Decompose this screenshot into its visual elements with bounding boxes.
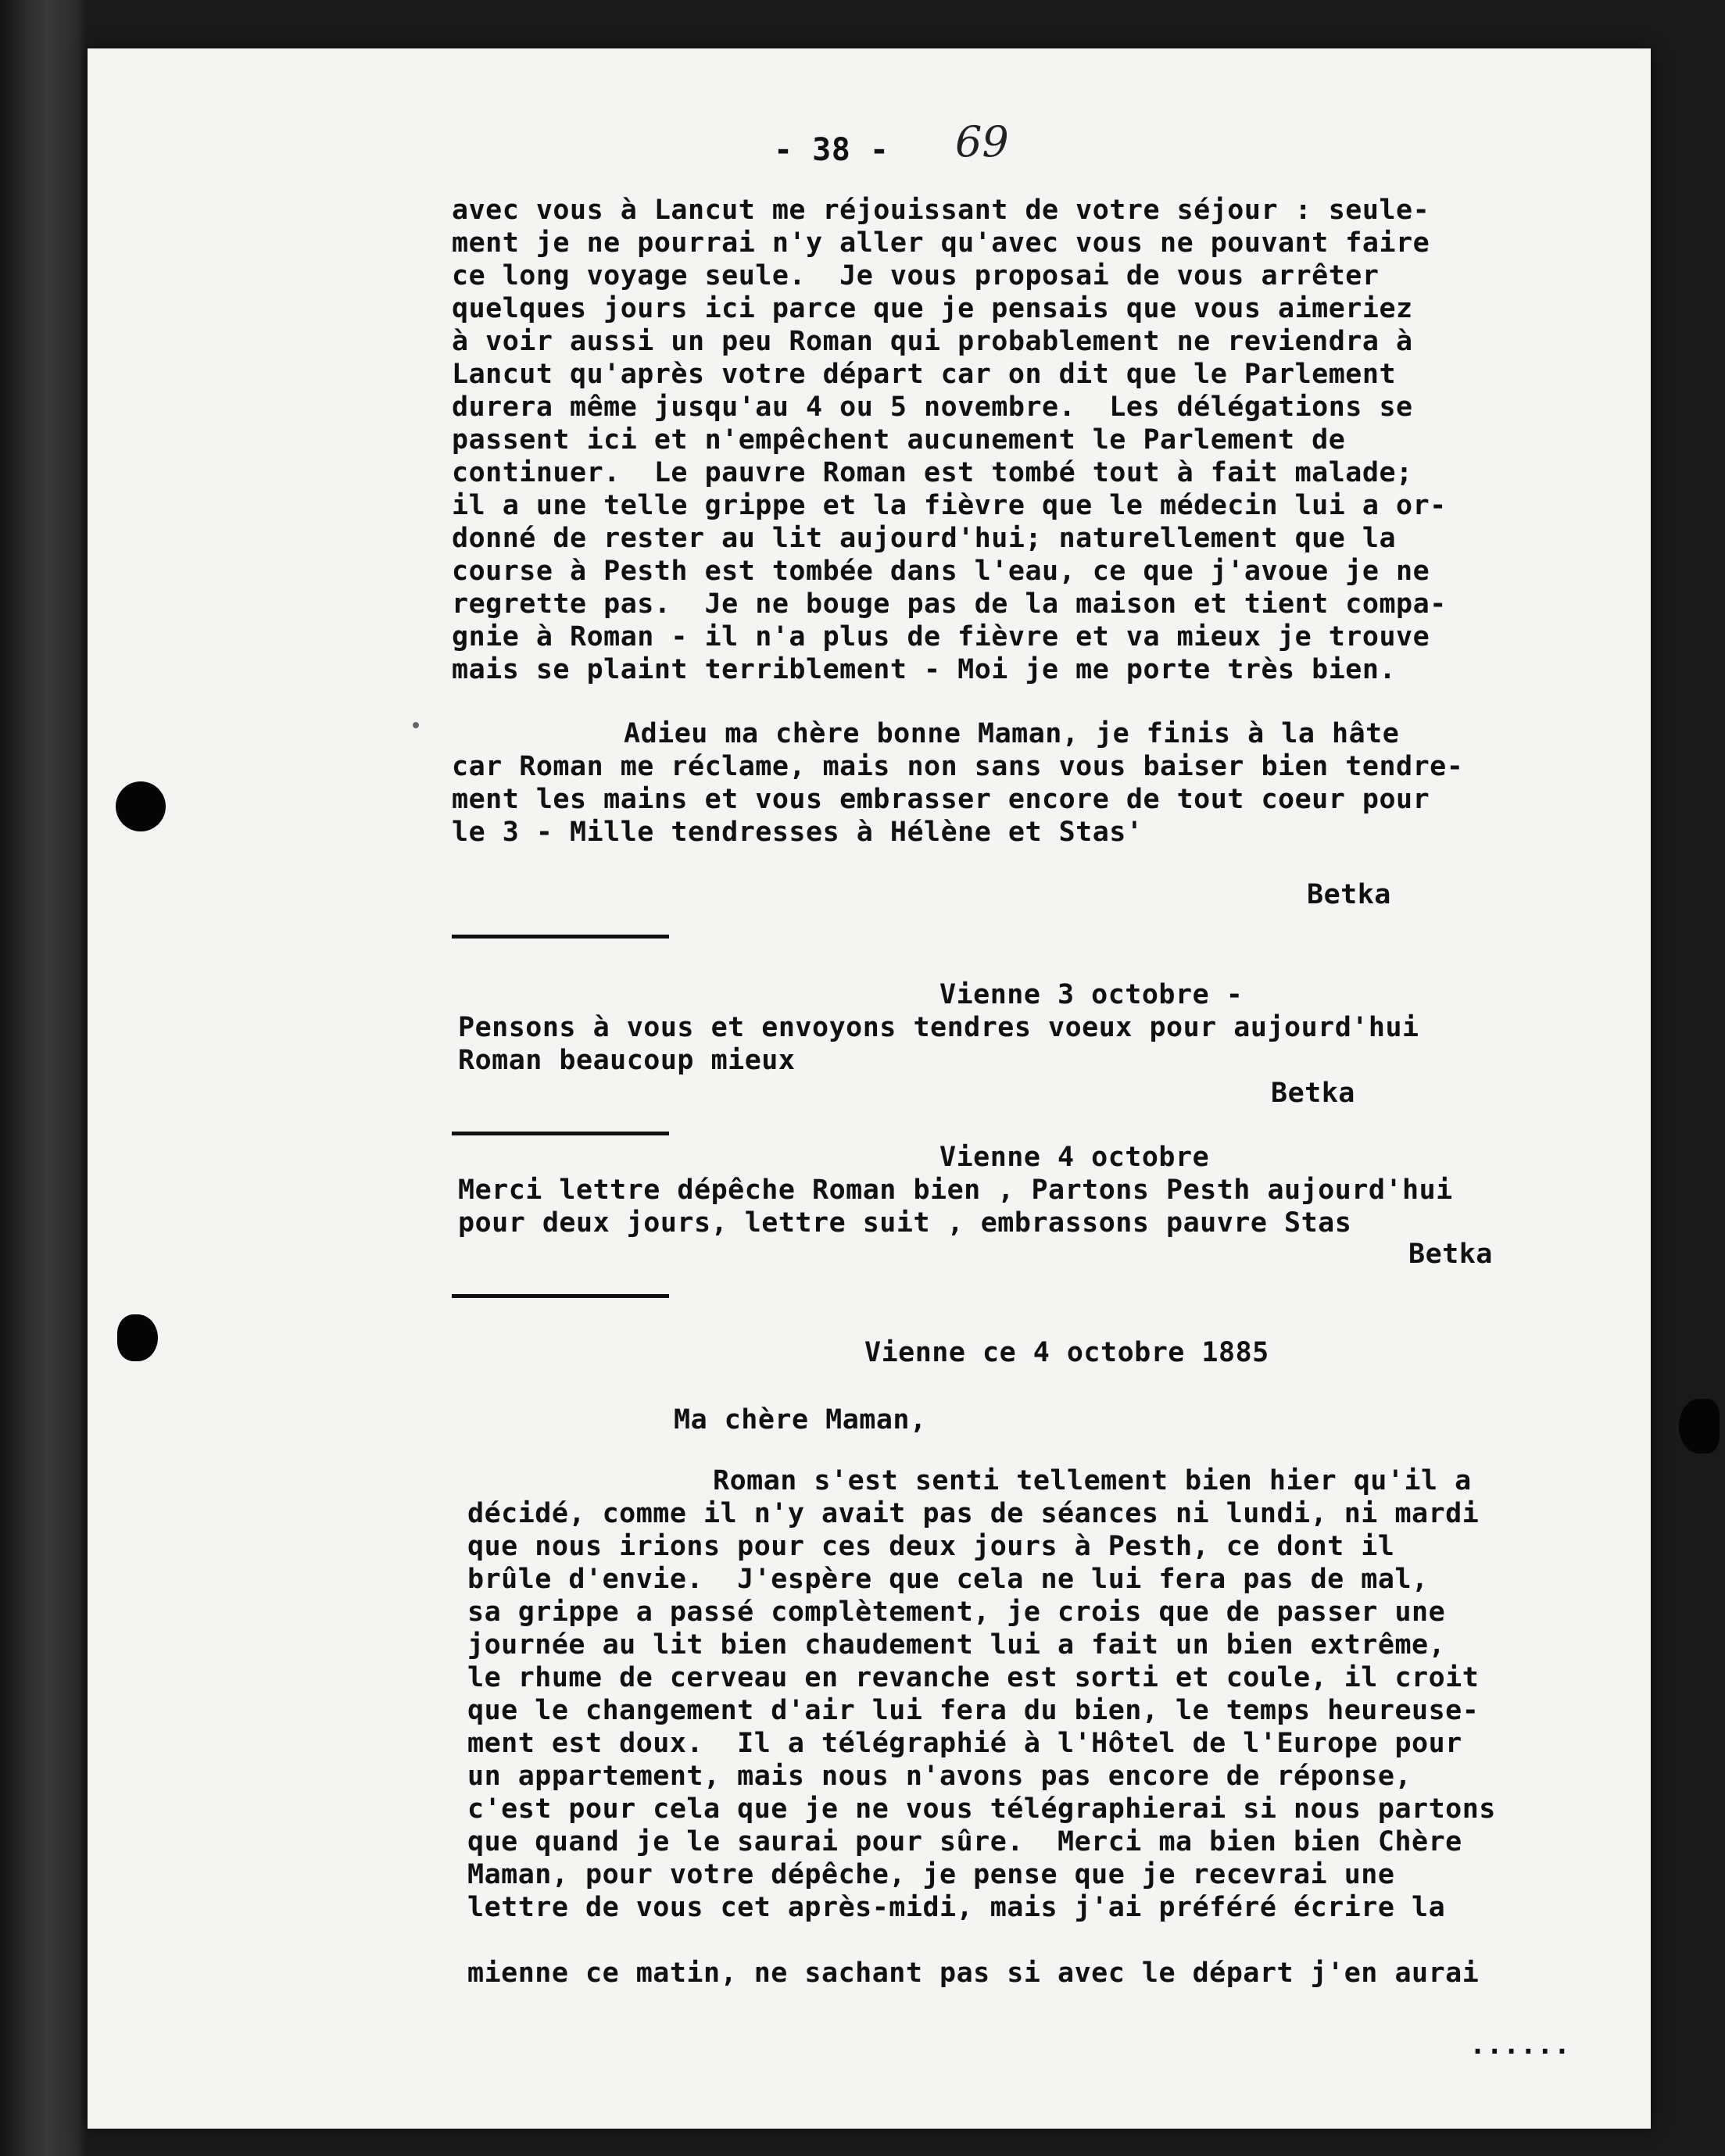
text-line: ment je ne pourrai n'y aller qu'avec vous ne pouvant faire (452, 227, 1430, 259)
text-line: c'est pour cela que je ne vous télégraphierai si nous partons (467, 1793, 1496, 1825)
text-line: mais se plaint terriblement - Moi je me porte très bien. (452, 654, 1397, 685)
text-line: course à Pesth est tombée dans l'eau, ce que j'avoue je ne (452, 556, 1430, 587)
text-line: Maman, pour votre dépêche, je pense que je recevrai une (467, 1859, 1395, 1890)
text-line: Lancut qu'après votre départ car on dit que le Parlement (452, 359, 1397, 390)
text-line: regrette pas. Je ne bouge pas de la maison et tient compa- (452, 588, 1447, 620)
text-line: sa grippe a passé complètement, je crois que de passer une (467, 1596, 1446, 1628)
text-line: journée au lit bien chaudement lui a fait un bien extrême, (467, 1629, 1446, 1661)
telegram-header: Vienne 4 octobre (939, 1142, 1210, 1173)
text-line: car Roman me réclame, mais non sans vous baiser bien tendre- (452, 751, 1464, 782)
text-line: Pensons à vous et envoyons tendres voeux pour aujourd'hui (458, 1012, 1419, 1043)
text-line: ment est doux. Il a télégraphié à l'Hôtel de l'Europe pour (467, 1728, 1462, 1759)
text-line: brûle d'envie. J'espère que cela ne lui fera pas de mal, (467, 1564, 1429, 1595)
text-line: décidé, comme il n'y avait pas de séances ni lundi, ni mardi (467, 1498, 1480, 1529)
text-line: ment les mains et vous embrasser encore de tout coeur pour (452, 784, 1430, 815)
text-line: mienne ce matin, ne sachant pas si avec le départ j'en aurai (467, 1958, 1480, 1989)
text-line: Roman beaucoup mieux (458, 1045, 796, 1076)
separator-rule (452, 1132, 669, 1135)
text-line: le 3 - Mille tendresses à Hélène et Stas' (452, 817, 1143, 848)
punch-hole (117, 1314, 158, 1361)
continuation-mark: ...... (1469, 2029, 1571, 2061)
text-line: Roman s'est senti tellement bien hier qu'il a (713, 1465, 1472, 1496)
ink-speck (413, 722, 419, 728)
separator-rule (452, 935, 669, 939)
dateline: Vienne ce 4 octobre 1885 (864, 1337, 1269, 1368)
text-line: continuer. Le pauvre Roman est tombé tout à fait malade; (452, 457, 1413, 488)
text-line: que le changement d'air lui fera du bien, le temps heureuse- (467, 1695, 1480, 1726)
punch-hole (116, 781, 166, 831)
telegram-header: Vienne 3 octobre - (939, 979, 1244, 1010)
signature: Betka (1408, 1239, 1493, 1270)
separator-rule (452, 1294, 669, 1298)
text-line: avec vous à Lancut me réjouissant de votre séjour : seule- (452, 195, 1430, 226)
text-line: ce long voyage seule. Je vous proposai de vous arrêter (452, 260, 1380, 291)
signature: Betka (1271, 1078, 1355, 1109)
text-line: Adieu ma chère bonne Maman, je finis à la hâte (624, 718, 1400, 749)
text-line: il a une telle grippe et la fièvre que le médecin lui a or- (452, 490, 1447, 521)
text-line: que quand je le saurai pour sûre. Merci ma bien bien Chère (467, 1826, 1462, 1857)
text-line: quelques jours ici parce que je pensais que vous aimeriez (452, 293, 1413, 324)
text-line: à voir aussi un peu Roman qui probablement ne reviendra à (452, 326, 1413, 357)
text-line: donné de rester au lit aujourd'hui; naturellement que la (452, 523, 1397, 554)
salutation: Ma chère Maman, (674, 1404, 927, 1436)
handwritten-page-number: 69 (955, 117, 1009, 166)
text-line: pour deux jours, lettre suit , embrassons pauvre Stas (458, 1207, 1352, 1239)
punch-hole (1679, 1399, 1720, 1453)
text-line: Merci lettre dépêche Roman bien , Partons Pesth aujourd'hui (458, 1175, 1453, 1206)
text-line: le rhume de cerveau en revanche est sorti et coule, il croit (467, 1662, 1480, 1693)
text-line: gnie à Roman - il n'a plus de fièvre et va mieux je trouve (452, 621, 1430, 653)
text-line: passent ici et n'empêchent aucunement le Parlement de (452, 424, 1346, 456)
text-line: durera même jusqu'au 4 ou 5 novembre. Les délégations se (452, 392, 1413, 423)
text-line: que nous irions pour ces deux jours à Pesth, ce dont il (467, 1531, 1395, 1562)
signature: Betka (1307, 879, 1391, 910)
typed-page-number: - 38 - (774, 132, 889, 168)
text-line: lettre de vous cet après-midi, mais j'ai préféré écrire la (467, 1892, 1446, 1923)
text-line: un appartement, mais nous n'avons pas encore de réponse, (467, 1761, 1412, 1792)
